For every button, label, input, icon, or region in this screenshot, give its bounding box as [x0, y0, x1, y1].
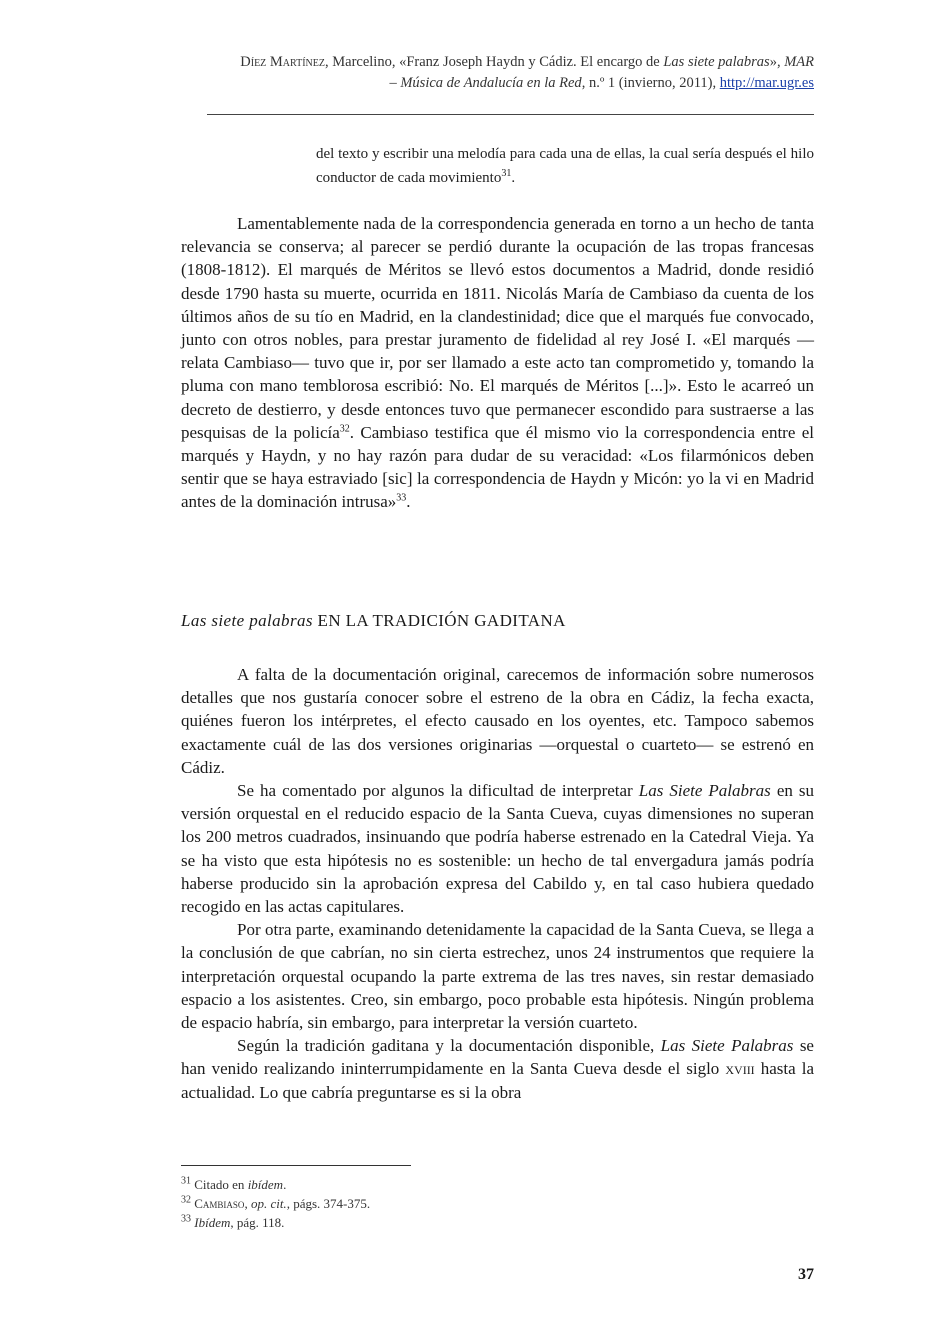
section-heading-rest: EN LA TRADICIÓN GADITANA: [312, 611, 566, 630]
paragraph-text: se han venido realizando ininterrumpidamente en la Santa Cueva desde el siglo: [181, 1036, 814, 1079]
work-title: Las Siete Palabras: [638, 781, 771, 801]
paragraph-text: hasta la actualidad. Lo que cabría preguntarse es si la obra: [181, 1059, 815, 1102]
footnote-text: ,: [244, 1196, 251, 1211]
footnote-text: .: [283, 1177, 287, 1192]
work-title: Las Siete Palabras: [660, 1036, 794, 1056]
body-section-2: [181, 663, 814, 1104]
paragraph-text: . Cambiaso testifica que él mismo vio la correspondencia entre el marqués y Haydn, y no hay razón para dudar de su veracidad: «Los filarmónicos deben sentir que se haya estraviado [sic] la correspondencia de Haydn y Micón: yo la vi en Madrid antes de la dominación intrusa»: [181, 422, 814, 512]
century-numeral: xviii: [725, 1059, 755, 1079]
running-header: [181, 52, 814, 94]
footnote-rule: [181, 1165, 411, 1166]
header-line-1: [181, 52, 814, 73]
paragraph-text: .: [406, 492, 411, 512]
paragraph-text: Lamentablemente nada de la correspondencia generada en torno a un hecho de tanta relevancia se conserva; al parecer se perdió durante la ocupación de las tropas francesas (1808-1812). El marqués de Méritos se llevó estos documentos a Madrid, donde residió desde 1790 hasta su muerte, ocurrida en 1811. Nicolás María de Cambiaso da cuenta de los últimos años de su tío en Madrid, en la clandestinidad; dice que el marqués fue convocado, junto con otros nobles, para prestar juramento de fidelidad al rey José I. «El marqués —relata Cambiaso— tuvo que ir, por ser llamado a este acto tan comprometido y, tomando la pluma con mano temblorosa escribió: No. El marqués de Méritos [...]». Esto le acarreó un decreto de destierro, y desde entonces tuvo que permanecer escondido para sustraerse a las pesquisas de la policía: [181, 214, 814, 442]
footnote-32: [181, 1194, 814, 1213]
footnote-ref-31[interactable]: 31: [501, 168, 512, 179]
paragraph-text: Según la tradición gaditana y la documentación disponible,: [237, 1036, 661, 1056]
header-text: »,: [769, 54, 785, 70]
header-rule: [207, 114, 814, 115]
header-text: , n.º 1 (invierno, 2011),: [581, 75, 720, 91]
paragraph-4: Por otra parte, examinando detenidamente la capacidad de la Santa Cueva, se llega a la conclusión de que cabrían, no sin cierta estrechez, unos 24 instrumentos que requiere la interpretación orquestal ocupando la parte extrema de las tres naves, sin restar demasiado espacio a los asistentes. Creo, sin embargo, poco probable esta hipótesis. Ningún problema de espacio habría, sin embargo, para interpretar la versión cuarteto.: [181, 920, 814, 1033]
footnote-number: 32: [181, 1194, 191, 1206]
section-heading-italic: Las siete palabras: [181, 611, 313, 630]
footnotes: [181, 1175, 814, 1232]
paragraph-5: [181, 1034, 814, 1104]
quote-end: .: [511, 170, 516, 186]
paragraph-1: [181, 212, 814, 514]
footnote-number: 31: [181, 1175, 191, 1187]
footnote-ref-32[interactable]: 32: [339, 423, 350, 435]
header-journal: MAR: [784, 54, 814, 70]
paragraph-2: A falta de la documentación original, carecemos de información sobre numerosos detalles que nos gustaría conocer sobre el estreno de la obra en Cádiz, la fecha exacta, quiénes fueron los intérpretes, el efecto causado en los oyentes, etc. Tampoco sabemos exactamente cuál de las dos versiones originarias —orquestal o cuarteto— se estrenó en Cádiz.: [181, 665, 814, 777]
footnote-ref-33[interactable]: 33: [396, 492, 407, 504]
footnote-text: , págs. 374-375.: [286, 1196, 371, 1211]
footnote-italic: Ibídem: [194, 1215, 231, 1230]
footnote-33: [181, 1213, 814, 1232]
footnote-text: Citado en: [191, 1177, 248, 1192]
section-heading: [181, 609, 814, 633]
footnote-text: , pág. 118.: [230, 1215, 285, 1230]
quote-text: del texto y escribir una melodía para cada una de ellas, la cual sería después el hilo conductor de cada movimiento: [316, 146, 814, 186]
paragraph-3: [181, 779, 814, 918]
header-text: , Marcelino, «Franz Joseph Haydn y Cádiz. El encargo de: [324, 54, 664, 70]
header-work-title: Las siete palabras: [663, 54, 770, 70]
block-quote: [316, 142, 814, 190]
footnote-number: 33: [181, 1213, 191, 1225]
page-number: 37: [798, 1266, 814, 1283]
journal-url-link[interactable]: http://mar.ugr.es: [719, 75, 814, 91]
footnote-italic: ibídem: [247, 1177, 284, 1192]
paragraph-text: Se ha comentado por algunos la dificultad de interpretar: [237, 781, 639, 801]
footnote-italic: op. cit.: [250, 1196, 287, 1211]
footnote-31: [181, 1175, 814, 1194]
paragraph-text: en su versión orquestal en el reducido espacio de la Santa Cueva, cuyas dimensiones no superan los 200 metros cuadrados, insinuando que podría haberse estrenado en la Catedral Vieja. Ya se ha visto que esta hipótesis no es sostenible: un hecho de tal envergadura jamás podría haberse producido sin la aprobación expresa del Cabildo y, en tal caso hubiera quedado recogido en las actas capitulares.: [181, 781, 815, 917]
header-line-2: [181, 73, 814, 94]
header-journal-subtitle: – Música de Andalucía en la Red: [389, 75, 582, 91]
footnote-author: Cambiaso: [194, 1196, 245, 1211]
header-author: Díez Martínez: [240, 54, 325, 70]
